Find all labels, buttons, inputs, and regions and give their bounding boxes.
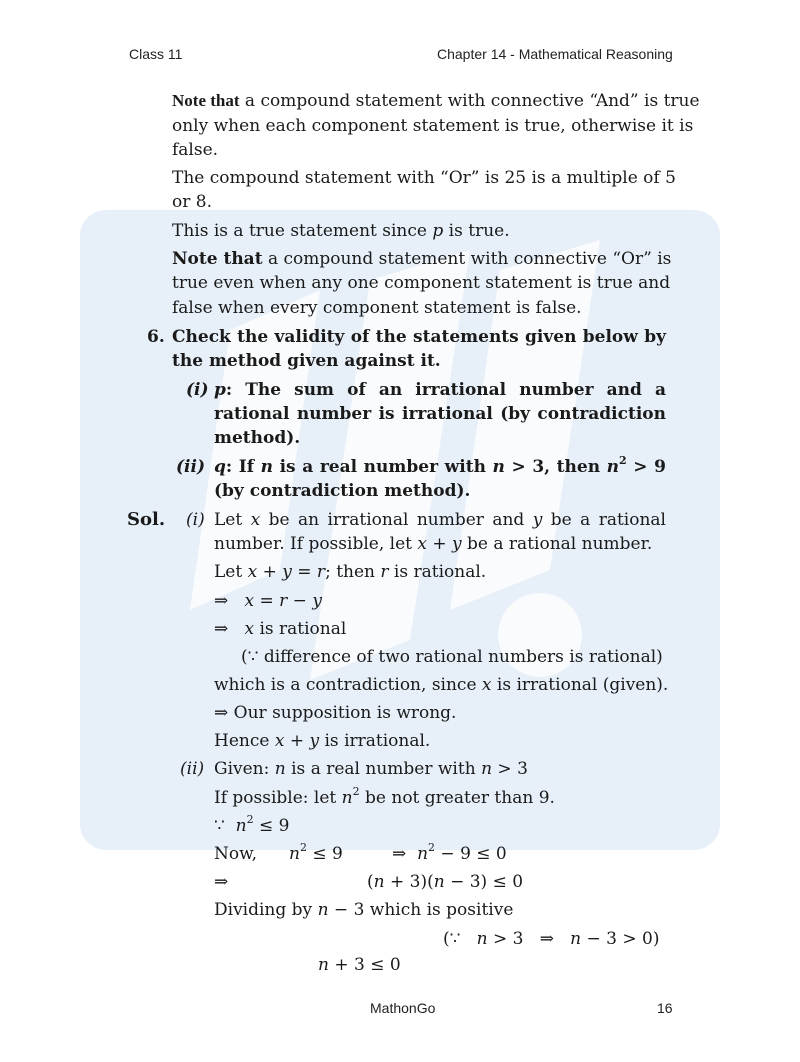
subquestion-i-line-3: method). — [214, 428, 301, 448]
solution-ii-line-2: If possible: let $n^2$ be not greater than 9. — [214, 785, 555, 808]
solution-i-line-8: ⇒ Our supposition is wrong. — [214, 703, 457, 723]
subquestion-ii-line-1: q: If n is a real number with n > 3, then $n^2 > 9$ — [214, 454, 666, 477]
solution-ii-line-3: ∵ $n^2 \le 9$ — [214, 813, 290, 836]
solution-i-line-1: Let x be an irrational number and y be a rational — [214, 510, 666, 530]
solution-ii-line-4: Now, — [214, 844, 258, 864]
solution-ii-line-4b: $n^2 \le 9$ — [289, 841, 343, 864]
or-statement-line-2: or 8. — [172, 192, 212, 212]
solution-ii-line-4c: ⇒ $n^2 - 9 \le 0$ — [392, 841, 507, 864]
solution-ii-line-6: Dividing by n − 3 which is positive — [214, 900, 514, 920]
solution-i-line-5: ⇒ x is rational — [214, 619, 347, 639]
solution-i-label: (i) — [186, 510, 205, 530]
note-or-line-3: false when every component statement is false. — [172, 298, 582, 318]
solution-ii-line-1: Given: n is a real number with n > 3 — [214, 759, 528, 779]
or-statement-line-1: The compound statement with “Or” is 25 is a multiple of 5 — [172, 168, 676, 188]
header-class-label: Class 11 — [129, 46, 183, 62]
solution-i-line-3: Let x + y = r; then r is rational. — [214, 562, 487, 582]
question-text-line-1: Check the validity of the statements given below by — [172, 327, 666, 347]
header-chapter-title: Chapter 14 - Mathematical Reasoning — [437, 46, 673, 62]
subquestion-ii-line-2: (by contradiction method). — [214, 481, 471, 501]
solution-i-line-2: number. If possible, let x + y be a rational number. — [214, 534, 653, 554]
note-and-line-2: only when each component statement is true, otherwise it is — [172, 116, 694, 136]
question-number: 6. — [147, 327, 165, 347]
solution-ii-line-5b: (n + 3)(n − 3) ≤ 0 — [367, 872, 524, 892]
solution-i-line-7: which is a contradiction, since x is irrational (given). — [214, 675, 669, 695]
solution-i-line-9: Hence x + y is irrational. — [214, 731, 431, 751]
footer-brand: MathonGo — [370, 1000, 436, 1016]
solution-ii-line-8: n + 3 ≤ 0 — [318, 955, 401, 975]
solution-ii-line-5: ⇒ — [214, 872, 229, 892]
note-or-line-2: true even when any one component statement is true and — [172, 273, 671, 293]
subquestion-i-line-2: rational number is irrational (by contradiction — [214, 404, 666, 424]
subquestion-i-line-1: p: The sum of an irrational number and a — [214, 380, 666, 400]
question-text-line-2: the method given against it. — [172, 351, 441, 371]
solution-label: Sol. — [127, 509, 166, 530]
footer-page-number: 16 — [657, 1000, 673, 1016]
subquestion-ii-label: (ii) — [176, 457, 206, 477]
solution-ii-label: (ii) — [180, 759, 205, 779]
note-or-line-1: Note that a compound statement with connective “Or” is — [172, 249, 672, 269]
subquestion-i-label: (i) — [186, 380, 209, 400]
solution-i-line-4: ⇒ x = r − y — [214, 591, 322, 611]
note-and-line-3: false. — [172, 140, 219, 160]
solution-i-line-6: (∵ difference of two rational numbers is rational) — [241, 647, 663, 667]
true-statement-line: This is a true statement since p is true. — [172, 221, 510, 241]
note-and-line-1: Note that a compound statement with connective “And” is true — [172, 91, 700, 111]
solution-ii-line-7: (∵ n > 3 ⇒ n − 3 > 0) — [443, 929, 660, 949]
